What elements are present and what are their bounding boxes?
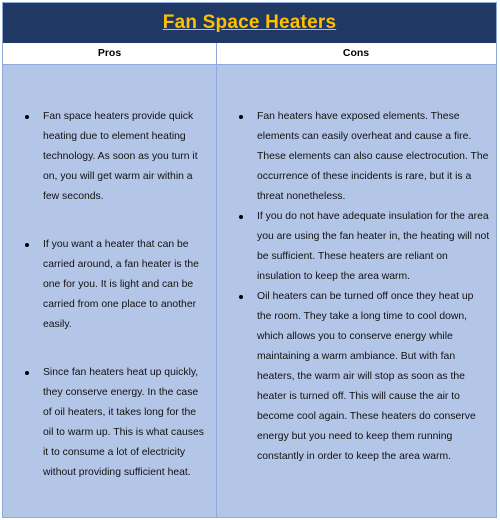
header-row <box>3 43 496 65</box>
cons-list <box>239 107 490 467</box>
comparison-table <box>2 2 497 518</box>
cons-item: If you do not have adequate insulation for the area you are using the fan heater in, the heating will not be sufficient. These heaters are reliant on insulation to keep the area warm. <box>239 207 490 287</box>
cons-column <box>217 65 496 517</box>
pros-item: Fan space heaters provide quick heating due to element heating technology. As soon as you turn it on, you will get warm air within a few seconds. <box>25 107 208 207</box>
title-bar <box>3 3 496 43</box>
pros-item: Since fan heaters heat up quickly, they conserve energy. In the case of oil heaters, it takes long for the oil to warm up. This is what causes it to consume a lot of electricity without providing sufficient heat. <box>25 363 208 483</box>
cons-item: Oil heaters can be turned off once they heat up the room. They take a long time to cool down, which allows you to conserve energy while maintaining a warm ambiance. But with fan heaters, the warm air will stop as soon as the heater is turned off. This will cause the air to become cool again. These heaters do conserve energy but you need to keep them running constantly in order to keep the area warm. <box>239 287 490 467</box>
pros-header: Pros <box>97 47 122 59</box>
cons-item: Fan heaters have exposed elements. These elements can easily overheat and cause a fire. These elements can also cause electrocution. The occurrence of these incidents is rare, but it is a threat nonetheless. <box>239 107 490 207</box>
table-title: Fan Space Heaters <box>162 12 337 33</box>
cons-header: Cons <box>342 47 370 59</box>
pros-list <box>25 107 208 483</box>
pros-item: If you want a heater that can be carried around, a fan heater is the one for you. It is light and can be carried from one place to another easily. <box>25 235 208 335</box>
pros-column <box>3 65 216 517</box>
